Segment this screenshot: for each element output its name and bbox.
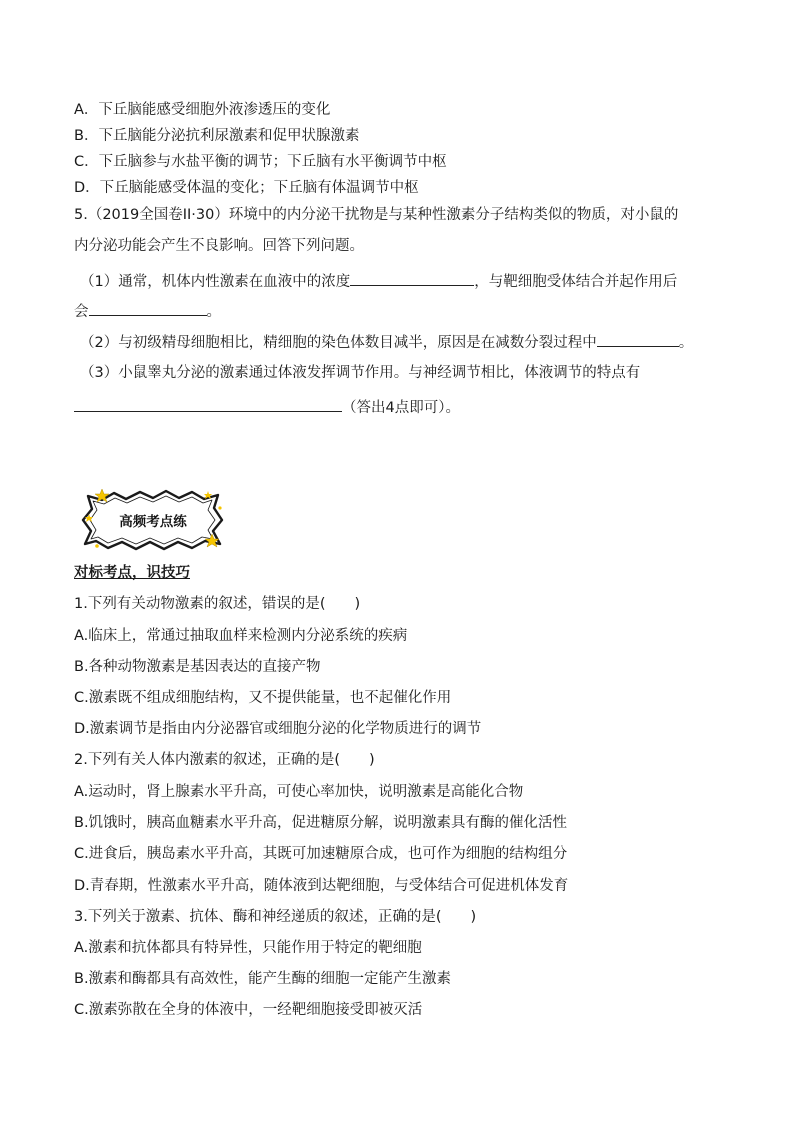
answer-blank-3[interactable] bbox=[597, 331, 679, 347]
sub2-text-b: 。 bbox=[678, 335, 694, 351]
q2-option-a: A.运动时，肾上腺素水平升高，可使心率加快，说明激素是高能化合物 bbox=[74, 784, 524, 800]
badge-label: 高频考点练 bbox=[119, 514, 187, 530]
q3-option-c: C.激素弥散在全身的体液中，一经靶细胞接受即被灭活 bbox=[74, 1002, 423, 1018]
q3-option-a: A.激素和抗体都具有特异性，只能作用于特定的靶细胞 bbox=[74, 940, 422, 956]
question-5-line2: 内分泌功能会产生不良影响。回答下列问题。 bbox=[74, 238, 364, 254]
sub1-text-c: 会 bbox=[74, 304, 89, 320]
question-3-stem: 3.下列关于激素、抗体、酶和神经递质的叙述，正确的是( ) bbox=[74, 909, 477, 925]
option-b: B．下丘脑能分泌抗利尿激素和促甲状腺激素 bbox=[74, 128, 360, 144]
q1-option-a: A.临床上，常通过抽取血样来检测内分泌系统的疾病 bbox=[74, 628, 408, 644]
sub1-text-b: ，与靶细胞受体结合并起作用后 bbox=[474, 274, 678, 290]
question-1-stem: 1.下列有关动物激素的叙述，错误的是( ) bbox=[74, 596, 361, 612]
option-d: D．下丘脑能感受体温的变化；下丘脑有体温调节中枢 bbox=[74, 180, 419, 196]
sub1-text-a: （1）通常，机体内性激素在血液中的浓度 bbox=[80, 274, 351, 290]
sub-question-1-cont bbox=[74, 300, 221, 322]
q1-option-b: B.各种动物激素是基因表达的直接产物 bbox=[74, 659, 321, 675]
answer-blank-2[interactable] bbox=[89, 300, 207, 316]
q1-option-c: C.激素既不组成细胞结构，又不提供能量，也不起催化作用 bbox=[74, 690, 452, 706]
option-a: A．下丘脑能感受细胞外液渗透压的变化 bbox=[74, 102, 331, 118]
sub-question-2 bbox=[80, 331, 693, 353]
answer-blank-1[interactable] bbox=[350, 270, 474, 286]
sub-question-1 bbox=[80, 270, 677, 292]
sub-question-3: （3）小鼠睾丸分泌的激素通过体液发挥调节作用。与神经调节相比，体液调节的特点有 bbox=[80, 365, 641, 381]
sub2-text-a: （2）与初级精母细胞相比，精细胞的染色体数目减半，原因是在减数分裂过程中 bbox=[80, 335, 597, 351]
q2-option-d: D.青春期，性激素水平升高，随体液到达靶细胞，与受体结合可促进机体发育 bbox=[74, 878, 569, 894]
answer-blank-4[interactable] bbox=[74, 396, 342, 412]
q3-option-b: B.激素和酶都具有高效性，能产生酶的细胞一定能产生激素 bbox=[74, 971, 452, 987]
section-heading: 对标考点，识技巧 bbox=[74, 565, 190, 581]
sub3-text-b: （答出4点即可）。 bbox=[342, 400, 460, 416]
sub-question-3-cont bbox=[74, 396, 460, 418]
question-5-line1: 5.（2019全国卷II·30）环境中的内分泌干扰物是与某种性激素分子结构类似的物质，对小鼠的 bbox=[74, 207, 679, 223]
question-2-stem: 2.下列有关人体内激素的叙述，正确的是( ) bbox=[74, 752, 375, 768]
sub1-text-d: 。 bbox=[206, 304, 221, 320]
q1-option-d: D.激素调节是指由内分泌器官或细胞分泌的化学物质进行的调节 bbox=[74, 721, 482, 737]
q2-option-b: B.饥饿时，胰高血糖素水平升高，促进糖原分解，说明激素具有酶的催化活性 bbox=[74, 815, 568, 831]
option-c: C．下丘脑参与水盐平衡的调节；下丘脑有水平衡调节中枢 bbox=[74, 154, 447, 170]
q2-option-c: C.进食后，胰岛素水平升高，其既可加速糖原合成，也可作为细胞的结构组分 bbox=[74, 846, 568, 862]
section-badge bbox=[80, 486, 226, 554]
